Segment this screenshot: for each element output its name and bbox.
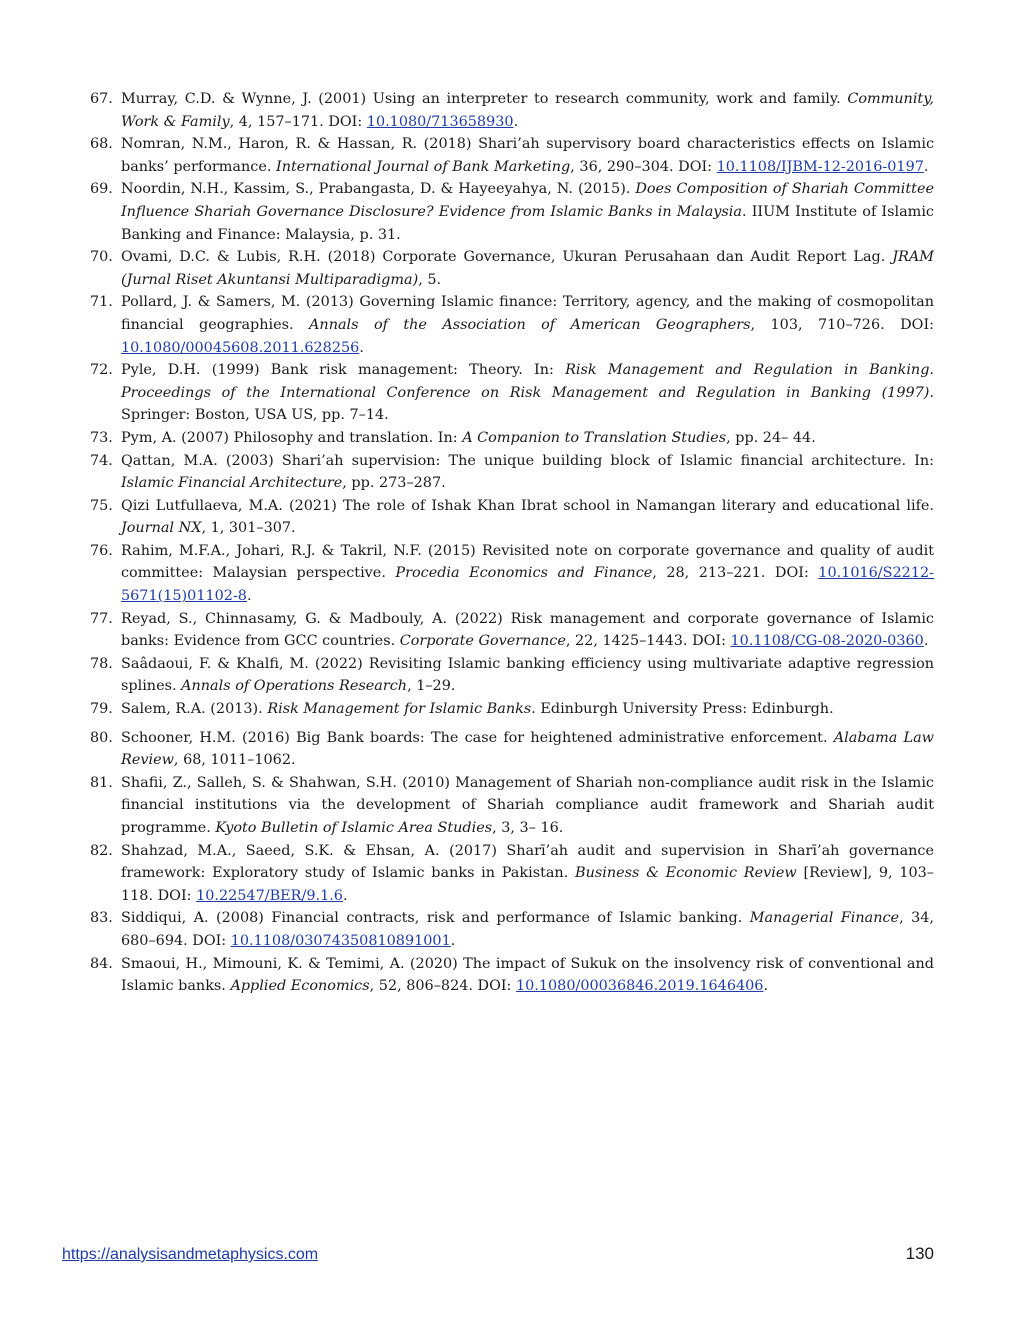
- reference-number: 67.: [90, 91, 113, 107]
- reference-text: Pyle, D.H. (1999) Bank risk management: Theory. In:: [121, 362, 566, 379]
- reference-text: Nomran, N.M., Haron, R. & Hassan, R. (2018) Shari’ah supervisory board characteristics effects on Islamic banks’ performance.: [121, 136, 934, 175]
- reference-text: Shahzad, M.A., Saeed, S.K. & Ehsan, A. (2017) Sharī’ah audit and supervision in Sharī’ah governance framework: Exploratory study of Islamic banks in Pakistan.: [121, 842, 934, 882]
- reference-text: [Review], 9, 103–118. DOI:: [121, 865, 934, 904]
- reference-text: Shafii, Z., Salleh, S. & Shahwan, S.H. (2010) Management of Shariah non-compliance audit risk in the Islamic financial institutions via the development of Shariah compliance audit framework and Shariah audit programme.: [121, 774, 934, 836]
- reference-text: Reyad, S., Chinnasamy, G. & Madbouly, A. (2022) Risk management and corporate governance of Islamic banks: Evidence from GCC countries.: [121, 610, 934, 650]
- reference-text: , 36, 290–304. DOI:: [570, 158, 717, 175]
- reference-item: [90, 427, 934, 450]
- reference-number: 84.: [90, 955, 113, 972]
- reference-number: 79.: [90, 701, 113, 718]
- reference-item: [90, 178, 934, 246]
- doi-link[interactable]: 10.1108/03074350810891001: [230, 932, 451, 949]
- reference-source-title: Proceedings of the International Conference on Risk Management and Regulation in Banking (1997): [121, 384, 930, 401]
- reference-text: .: [763, 978, 769, 995]
- reference-number: 71.: [90, 294, 113, 311]
- reference-number: 75.: [90, 497, 113, 514]
- reference-text: Qizi Lutfullaeva, M.A. (2021) The role of Ishak Khan Ibrat school in Namangan literary and educational life.: [121, 497, 934, 514]
- reference-text: Pollard, J. & Samers, M. (2013) Governing Islamic finance: Territory, agency, and the making of cosmopolitan financial geographies.: [121, 294, 934, 333]
- reference-item: [90, 907, 934, 952]
- reference-text: , 22, 1425–1443. DOI:: [565, 633, 731, 650]
- doi-link[interactable]: 10.22547/BER/9.1.6: [196, 887, 343, 904]
- reference-source-title: A Companion to Translation Studies: [462, 429, 727, 446]
- reference-text: , pp. 273–287.: [342, 475, 446, 492]
- reference-text: , 1, 301–307.: [201, 520, 296, 537]
- reference-text: .: [513, 113, 519, 130]
- reference-source-title: Does Composition of Shariah Committee Influence Shariah Governance Disclosure? Evidence from Islamic Banks in Malaysia: [121, 181, 934, 220]
- reference-text: , 68, 1011–1062.: [173, 752, 296, 769]
- reference-number: 73.: [90, 429, 113, 446]
- footer-url-link[interactable]: https://analysisandmetaphysics.com: [62, 1246, 319, 1263]
- reference-text: .: [342, 887, 348, 904]
- reference-number: 78.: [90, 655, 113, 672]
- reference-number: 72.: [90, 362, 113, 379]
- reference-number: 82.: [90, 842, 113, 859]
- reference-text: Murray, C.D. & Wynne, J. (2001) Using an interpreter to research community, work and family.: [121, 91, 848, 107]
- reference-text: Noordin, N.H., Kassim, S., Prabangasta, D. & Hayeeyahya, N. (2015).: [121, 181, 636, 198]
- reference-item: [90, 88, 934, 133]
- reference-source-title: Journal NX: [121, 520, 202, 537]
- reference-text: . IIUM Institute of Islamic Banking and Finance: Malaysia, p. 31.: [121, 203, 934, 243]
- reference-source-title: Risk Management and Regulation in Banking: [565, 362, 930, 379]
- reference-item: [90, 495, 934, 540]
- reference-source-title: International Journal of Bank Marketing: [276, 158, 571, 175]
- reference-text: , 34, 680–694. DOI:: [121, 910, 934, 949]
- reference-text: , 103, 710–726. DOI:: [750, 316, 934, 333]
- reference-text: , 1–29.: [407, 678, 456, 695]
- reference-text: , 3, 3– 16.: [492, 820, 564, 836]
- reference-source-title: Community, Work & Family: [121, 91, 934, 130]
- reference-text: Siddiqui, A. (2008) Financial contracts, risk and performance of Islamic banking.: [121, 910, 750, 927]
- reference-text: Ovami, D.C. & Lubis, R.H. (2018) Corporate Governance, Ukuran Perusahaan dan Audit Report Lag.: [121, 249, 893, 266]
- reference-source-title: Annals of the Association of American Geographers: [309, 316, 751, 333]
- reference-number: 81.: [90, 774, 113, 791]
- reference-text: Salem, R.A. (2013).: [121, 701, 268, 718]
- reference-item: [90, 246, 934, 291]
- reference-source-title: Islamic Financial Architecture: [121, 475, 343, 492]
- reference-text: . Edinburgh University Press: Edinburgh.: [531, 701, 834, 718]
- reference-source-title: Alabama Law Review: [121, 729, 934, 769]
- reference-item: [90, 291, 934, 359]
- reference-item: [90, 608, 934, 653]
- page-number: 130: [905, 1244, 934, 1263]
- reference-text: .: [923, 633, 929, 650]
- reference-item: [90, 133, 934, 178]
- reference-source-title: Kyoto Bulletin of Islamic Area Studies: [215, 820, 493, 836]
- doi-link[interactable]: 10.1080/00045608.2011.628256: [121, 339, 360, 356]
- reference-text: , 4, 157–171. DOI:: [229, 113, 367, 130]
- reference-item: [90, 727, 934, 772]
- reference-text: .: [923, 158, 929, 175]
- reference-item: [90, 359, 934, 427]
- doi-link[interactable]: 10.1080/713658930: [366, 113, 514, 130]
- reference-source-title: Applied Economics: [230, 978, 370, 995]
- reference-text: Smaoui, H., Mimouni, K. & Temimi, A. (2020) The impact of Sukuk on the insolvency risk of conventional and Islamic banks.: [121, 955, 934, 995]
- reference-text: Schooner, H.M. (2016) Big Bank boards: The case for heightened administrative enforcement.: [121, 729, 834, 746]
- reference-text: , 5.: [418, 271, 442, 288]
- reference-number: 74.: [90, 452, 113, 469]
- reference-source-title: Risk Management for Islamic Banks: [267, 701, 532, 718]
- reference-number: 68.: [90, 136, 113, 153]
- doi-link[interactable]: 10.1080/00036846.2019.1646406: [515, 978, 764, 995]
- reference-text: , pp. 24– 44.: [726, 429, 816, 446]
- reference-text: .: [929, 362, 934, 379]
- reference-source-title: JRAM (Jurnal Riset Akuntansi Multiparadigma): [121, 249, 934, 288]
- reference-number: 70.: [90, 249, 113, 266]
- reference-text: Pym, A. (2007) Philosophy and translation. In:: [121, 429, 463, 446]
- reference-item: [90, 698, 934, 721]
- reference-item: [90, 450, 934, 495]
- reference-text: Rahim, M.F.A., Johari, R.J. & Takril, N.F. (2015) Revisited note on corporate governance and quality of audit committee: Malaysian perspective.: [121, 542, 934, 582]
- reference-list: [90, 88, 934, 998]
- reference-text: , 28, 213–221. DOI:: [652, 565, 819, 582]
- reference-item: [90, 772, 934, 840]
- reference-source-title: Annals of Operations Research: [181, 678, 408, 695]
- doi-link[interactable]: 10.1108/CG-08-2020-0360: [730, 633, 924, 650]
- reference-item: [90, 953, 934, 998]
- reference-number: 83.: [90, 910, 113, 927]
- reference-text: .: [246, 588, 252, 605]
- reference-text: , 52, 806–824. DOI:: [369, 978, 516, 995]
- reference-text: Qattan, M.A. (2003) Shari’ah supervision: The unique building block of Islamic financial architecture. In:: [121, 452, 934, 469]
- reference-number: 80.: [90, 729, 113, 746]
- reference-item: [90, 653, 934, 698]
- reference-source-title: Corporate Governance: [399, 633, 566, 650]
- reference-item: [90, 540, 934, 608]
- doi-link[interactable]: 10.1016/S2212-5671(15)01102-8: [121, 565, 934, 605]
- doi-link[interactable]: 10.1108/IJBM-12-2016-0197: [716, 158, 924, 175]
- reference-text: .: [450, 932, 456, 949]
- reference-source-title: Business & Economic Review: [575, 865, 797, 882]
- reference-text: Saâdaoui, F. & Khalfi, M. (2022) Revisiting Islamic banking efficiency using multivariate adaptive regression splines.: [121, 655, 934, 695]
- reference-source-title: Procedia Economics and Finance: [395, 565, 653, 582]
- reference-number: 76.: [90, 542, 113, 559]
- reference-number: 69.: [90, 181, 113, 198]
- reference-text: . Springer: Boston, USA US, pp. 7–14.: [121, 384, 934, 424]
- reference-text: .: [359, 339, 364, 356]
- reference-source-title: Managerial Finance: [749, 910, 900, 927]
- reference-number: 77.: [90, 610, 113, 627]
- reference-item: [90, 840, 934, 908]
